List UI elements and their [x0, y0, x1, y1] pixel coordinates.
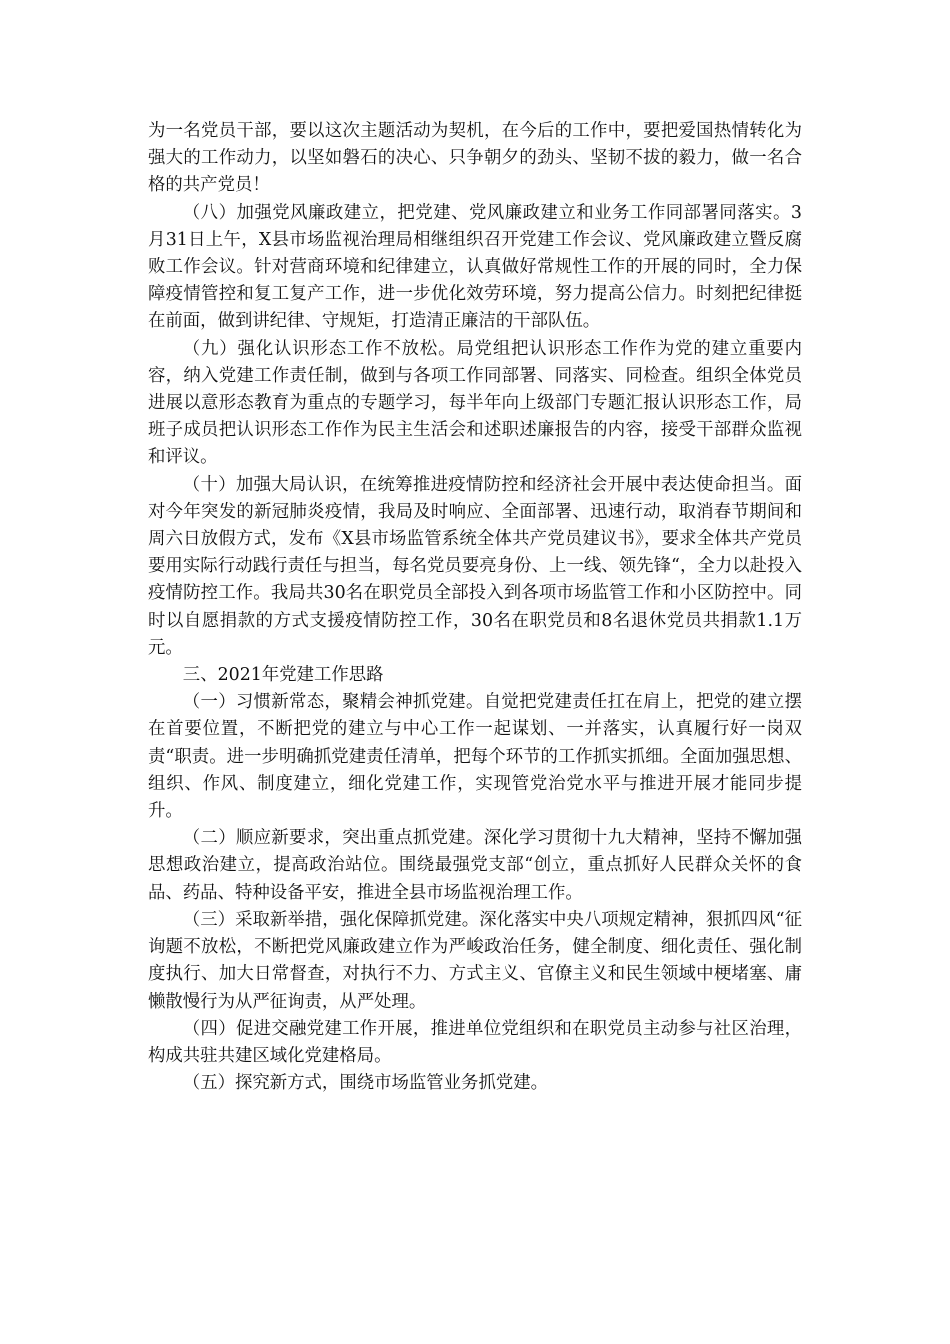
paragraph-plan-1: （一）习惯新常态，聚精会神抓党建。自觉把党建责任扛在肩上，把党的建立摆在首要位置，不断把党的建立与中心工作一起谋划、一并落实，认真履行好一岗双责“职责。进一步明确抓党建责任清单，把每个环节的工作抓实抓细。全面加强思想、组织、作风、制度建立，细化党建工作，实现管党治党水平与推进开展才能同步提升。	[148, 692, 802, 822]
paragraph-plan-5: （五）探究新方式，围绕市场监管业务抓党建。	[182, 1073, 549, 1094]
document-body	[148, 118, 802, 1097]
paragraph-section-8: （八）加强党风廉政建立，把党建、党风廉政建立和业务工作同部署同落实。3月31日上午，X县市场监视治理局相继组织召开党建工作会议、党风廉政建立暨反腐败工作会议。针对营商环境和纪律建立，认真做好常规性工作的开展的同时，全力保障疫情管控和复工复产工作，进一步优化效劳环境，努力提高公信力。时刻把纪律挺在前面，做到讲纪律、守规矩，打造清正廉洁的干部队伍。	[148, 202, 802, 332]
paragraph-plan-4: （四）促进交融党建工作开展，推进单位党组织和在职党员主动参与社区治理，构成共驻共建区域化党建格局。	[148, 1018, 802, 1066]
paragraph-section-9: （九）强化认识形态工作不放松。局党组把认识形态工作作为党的建立重要内容，纳入党建工作责任制，做到与各项工作同部署、同落实、同检查。组织全体党员进展以意形态教育为重点的专题学习，每半年向上级部门专题汇报认识形态工作，局班子成员把认识形态工作作为民主生活会和述职述廉报告的内容，接受干部群众监视和评议。	[148, 338, 802, 468]
paragraph-plan-3: （三）采取新举措，强化保障抓党建。深化落实中央八项规定精神，狠抓四风“征询题不放松，不断把党风廉政建立作为严峻政治任务，健全制度、细化责任、强化制度执行、加大日常督查，对执行不力、方式主义、官僚主义和民生领域中梗堵塞、庸懒散慢行为从严征询责，从严处理。	[148, 909, 802, 1012]
section-heading-2021-plan: 三、2021年党建工作思路	[182, 665, 384, 686]
paragraph-plan-2: （二）顺应新要求，突出重点抓党建。深化学习贯彻十九大精神，坚持不懈加强思想政治建立，提高政治站位。围绕最强党支部“创立，重点抓好人民群众关怀的食品、药品、特种设备平安，推进全县市场监视治理工作。	[148, 828, 802, 903]
paragraph-section-10: （十）加强大局认识，在统筹推进疫情防控和经济社会开展中表达使命担当。面对今年突发的新冠肺炎疫情，我局及时响应、全面部署、迅速行动，取消春节期间和周六日放假方式，发布《X县市场监管系统全体共产党员建议书》，要求全体共产党员要用实际行动践行责任与担当，每名党员要亮身份、上一线、领先锋“，全力以赴投入疫情防控工作。我局共30名在职党员全部投入到各项市场监管工作和小区防控中。同时以自愿捐款的方式支援疫情防控工作，30名在职党员和8名退休党员共捐款1.1万元。	[148, 474, 802, 658]
paragraph-continuation: 为一名党员干部，要以这次主题活动为契机，在今后的工作中，要把爱国热情转化为强大的工作动力，以坚如磐石的决心、只争朝夕的劲头、坚韧不拔的毅力，做一名合格的共产党员！	[148, 121, 802, 196]
